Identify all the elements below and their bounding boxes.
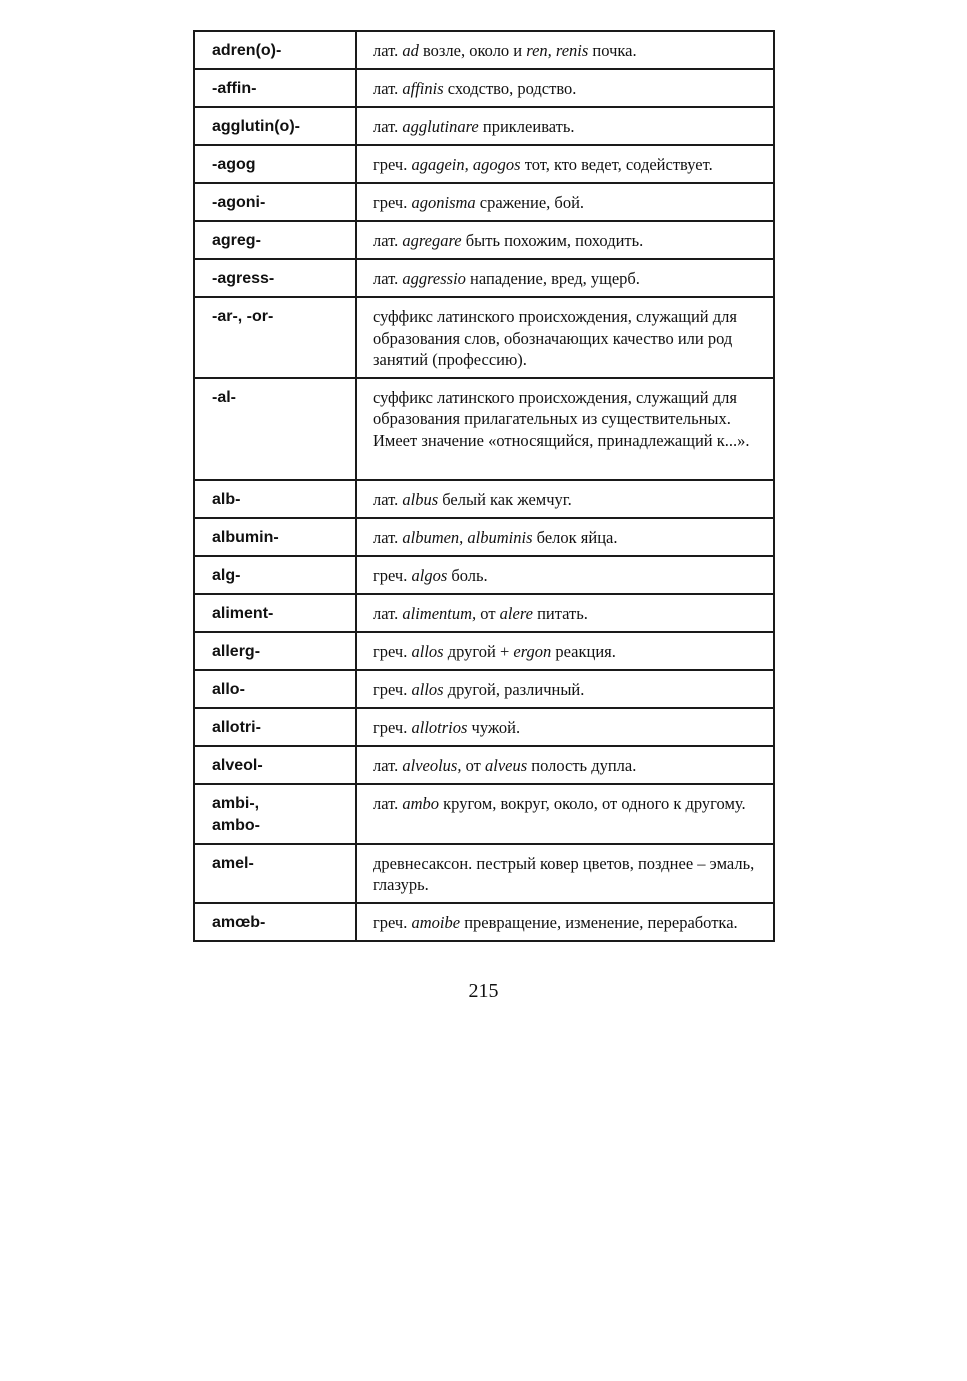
definition-cell xyxy=(356,297,774,378)
definition-text: приклеивать. xyxy=(478,117,575,136)
etymon-word: albus xyxy=(402,489,439,509)
definition-cell xyxy=(356,708,774,746)
term-cell: alg- xyxy=(194,556,356,594)
definition-cell xyxy=(356,69,774,107)
table-row xyxy=(194,632,774,670)
etymon-word: albumen, albuminis xyxy=(402,527,533,547)
table-row xyxy=(194,480,774,518)
etymon-word: ad xyxy=(402,41,419,60)
table-row xyxy=(194,670,774,708)
definition-text: лат. xyxy=(373,489,403,509)
etymon-word: alveus xyxy=(484,755,528,775)
term-cell: agreg- xyxy=(194,221,356,259)
term-cell: -ar-, -or- xyxy=(194,297,356,378)
definition-text: другой + xyxy=(443,641,514,661)
definition-text: лат. xyxy=(373,41,403,60)
table-row xyxy=(194,594,774,632)
definition-text: лат. xyxy=(373,527,403,547)
table-row xyxy=(194,183,774,221)
etymon-word: agglutinare xyxy=(402,117,479,136)
etymon-word: ambo xyxy=(402,793,440,813)
definition-cell xyxy=(356,746,774,784)
term-cell: alveol- xyxy=(194,746,356,784)
etymon-word: agonisma xyxy=(411,193,476,212)
term-cell: albumin- xyxy=(194,518,356,556)
definition-cell xyxy=(356,145,774,183)
table-row xyxy=(194,221,774,259)
etymon-word: alveolus, xyxy=(402,755,462,775)
etymon-word: affinis xyxy=(402,79,444,98)
definition-text: греч. xyxy=(373,717,412,737)
term-cell: -affin- xyxy=(194,69,356,107)
table-row xyxy=(194,31,774,69)
definition-text: суффикс латинского происхождения, служащий для образования слов, обозначающих качество или род занятий (профессию). xyxy=(373,307,737,369)
table-row xyxy=(194,708,774,746)
table-row xyxy=(194,746,774,784)
definition-text: тот, кто ведет, содействует. xyxy=(520,155,713,174)
definition-cell xyxy=(356,259,774,297)
definition-text: древнесаксон. пестрый ковер цветов, позднее – эмаль, глазурь. xyxy=(373,853,755,894)
table-row xyxy=(194,903,774,941)
definition-text: другой, различный. xyxy=(443,679,585,699)
table-row xyxy=(194,784,774,844)
definition-cell xyxy=(356,221,774,259)
table-row xyxy=(194,378,774,480)
term-cell: agglutin(o)- xyxy=(194,107,356,145)
etymon-word: algos xyxy=(411,565,448,585)
page-number: 215 xyxy=(468,980,499,1002)
term-cell: amœb- xyxy=(194,903,356,941)
etymon-word: allos xyxy=(411,641,444,661)
definition-text: превращение, изменение, переработка. xyxy=(460,912,738,932)
definition-text: чужой. xyxy=(467,717,521,737)
definition-text: почка. xyxy=(588,41,637,60)
definition-text: белый как жемчуг. xyxy=(438,489,572,509)
etymon-word: agagein, agogos xyxy=(411,155,521,174)
table-row xyxy=(194,259,774,297)
definition-text: возле, около и xyxy=(418,41,527,60)
definition-text: греч. xyxy=(373,679,412,699)
etymon-word: aggressio xyxy=(402,269,466,288)
definition-text: сходство, родство. xyxy=(443,79,577,98)
definition-text: лат. xyxy=(373,603,403,623)
definition-text: лат. xyxy=(373,793,403,813)
definition-text: сражение, бой. xyxy=(475,193,585,212)
definition-text: нападение, вред, ущерб. xyxy=(465,269,640,288)
etymon-word: ergon xyxy=(513,641,552,661)
definition-text: лат. xyxy=(373,79,403,98)
definition-text: быть похожим, походить. xyxy=(461,231,644,250)
definition-text: греч. xyxy=(373,193,412,212)
etymon-word: ren, renis xyxy=(526,41,589,60)
definition-cell xyxy=(356,670,774,708)
table-row xyxy=(194,145,774,183)
definition-cell xyxy=(356,784,774,844)
term-cell: allotri- xyxy=(194,708,356,746)
term-cell: ambi-, ambo- xyxy=(194,784,356,844)
term-cell: allerg- xyxy=(194,632,356,670)
definition-text: лат. xyxy=(373,117,403,136)
term-cell: -agog xyxy=(194,145,356,183)
definition-text: питать. xyxy=(532,603,588,623)
definition-text: кругом, вокруг, около, от одного к другому. xyxy=(439,793,746,813)
term-cell: allo- xyxy=(194,670,356,708)
definition-text: суффикс латинского происхождения, служащий для образования прилагательных из существительных. Имеет значение «относящийся, принадлежащий к...». xyxy=(373,387,750,450)
term-cell: adren(o)- xyxy=(194,31,356,69)
definition-text: лат. xyxy=(373,269,403,288)
term-cell: -al- xyxy=(194,378,356,480)
definition-text: греч. xyxy=(373,641,412,661)
definition-cell xyxy=(356,518,774,556)
definition-text: белок яйца. xyxy=(532,527,618,547)
table-row xyxy=(194,844,774,903)
definition-text: греч. xyxy=(373,912,412,932)
definition-cell xyxy=(356,632,774,670)
etymon-word: amoibe xyxy=(411,912,461,932)
definition-text: греч. xyxy=(373,155,412,174)
table-row xyxy=(194,556,774,594)
definition-cell xyxy=(356,378,774,480)
definition-text: лат. xyxy=(373,231,403,250)
definition-text: боль. xyxy=(447,565,488,585)
etymon-word: alimentum, xyxy=(402,603,477,623)
glossary-table-body xyxy=(194,31,774,941)
etymon-word: alere xyxy=(499,603,533,623)
definition-text: полость дупла. xyxy=(527,755,637,775)
term-cell: -agress- xyxy=(194,259,356,297)
table-row xyxy=(194,518,774,556)
term-cell: -agoni- xyxy=(194,183,356,221)
definition-cell xyxy=(356,107,774,145)
definition-cell xyxy=(356,594,774,632)
definition-text: греч. xyxy=(373,565,412,585)
definition-cell xyxy=(356,556,774,594)
definition-text: от xyxy=(461,755,485,775)
etymon-word: agregare xyxy=(402,231,462,250)
table-row xyxy=(194,69,774,107)
table-row xyxy=(194,297,774,378)
definition-cell xyxy=(356,844,774,903)
glossary-table xyxy=(193,30,775,942)
etymon-word: allos xyxy=(411,679,444,699)
definition-cell xyxy=(356,480,774,518)
term-cell: amel- xyxy=(194,844,356,903)
definition-text: лат. xyxy=(373,755,403,775)
term-cell: alb- xyxy=(194,480,356,518)
definition-cell xyxy=(356,31,774,69)
table-row xyxy=(194,107,774,145)
definition-cell xyxy=(356,183,774,221)
definition-text: реакция. xyxy=(551,641,616,661)
term-cell: aliment- xyxy=(194,594,356,632)
definition-text: от xyxy=(476,603,500,623)
definition-cell xyxy=(356,903,774,941)
etymon-word: allotrios xyxy=(411,717,468,737)
